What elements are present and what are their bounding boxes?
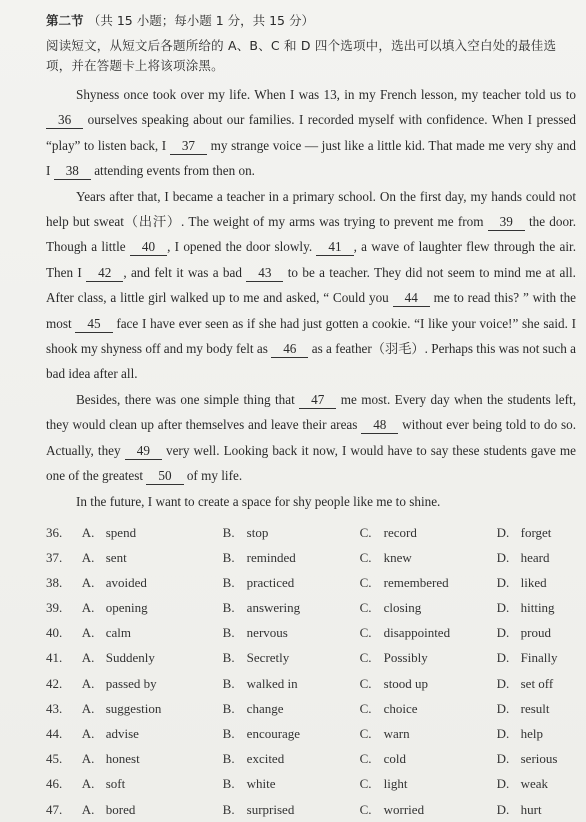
option-d [497,650,576,666]
option-letter: B. [222,600,235,616]
passage-text: of my life. [186,468,243,484]
option-text: reminded [246,549,296,565]
blank-43: 43 [246,265,283,282]
option-letter: D. [496,801,510,817]
option-d [497,701,576,717]
question-row [46,621,576,646]
blank-38: 38 [54,163,91,180]
option-letter: B. [222,751,235,767]
option-letter: B. [222,776,235,792]
option-letter: B. [222,801,235,817]
option-letter: B. [222,625,235,641]
option-letter: A. [81,625,95,641]
option-letter: C. [359,700,372,716]
option-c [360,525,497,541]
option-letter: C. [359,524,372,540]
blank-45: 45 [75,316,112,333]
option-text: forget [520,524,552,540]
option-text: change [246,700,284,716]
option-text: weak [520,776,549,792]
option-letter: A. [81,524,95,540]
option-letter: D. [496,524,510,540]
question-row [46,721,576,746]
option-d [497,525,576,541]
question-number: 39. [46,600,63,616]
option-text: knew [383,549,412,565]
passage-text: , a wave of laughter flew through the air. Then I [46,239,577,280]
option-text: calm [105,625,131,641]
blank-39: 39 [488,214,525,231]
question-row [46,595,576,620]
passage-text: as a feather（羽毛）. Perhaps this was not such a bad idea after all. [46,341,577,382]
question-row [46,772,576,797]
option-letter: A. [81,776,95,792]
passage-text: , and felt it was a bad [123,264,242,280]
question-number: 38. [46,574,63,590]
option-c [360,676,497,692]
option-d [497,776,576,792]
option-text: closing [383,600,422,616]
passage-text: ourselves speaking about our families. I recorded myself with confidence. When I pressed “play” to listen back, I [46,112,576,153]
option-b [223,776,360,792]
option-b [223,802,360,818]
question-row [46,520,576,545]
option-letter: C. [359,650,372,666]
question-number: 45. [46,751,63,767]
option-letter: B. [222,650,235,666]
option-a [82,726,223,742]
option-a [82,600,223,616]
option-letter: D. [496,549,510,565]
question-number: 46. [46,776,63,792]
option-text: liked [520,574,547,590]
passage-paragraph-3 [46,387,576,489]
option-b [223,525,360,541]
option-text: bored [105,801,136,817]
option-text: encourage [246,726,301,741]
question-row [46,671,576,696]
option-text: serious [520,751,558,767]
option-c [360,802,497,818]
option-text: disappointed [383,625,451,641]
question-row [46,747,576,772]
option-letter: A. [81,549,95,565]
blank-42: 42 [86,265,123,282]
option-letter: C. [359,726,372,741]
question-number: 41. [46,650,63,666]
passage-text: face I have ever seen as if she had just gotten a cookie. “I like your voice!” she said. I shook my shyness off and my body felt as [46,315,576,357]
option-a [82,650,223,666]
option-a [82,701,223,717]
question-number: 42. [46,675,63,691]
blank-36: 36 [46,112,83,129]
option-a [82,550,223,566]
option-text: excited [246,751,285,767]
blank-48: 48 [361,417,398,434]
option-letter: C. [359,675,372,691]
passage-paragraph-2 [46,184,576,387]
option-d [497,575,576,591]
option-letter: B. [222,726,235,741]
option-c [360,550,497,566]
option-text: opening [105,600,148,616]
option-text: white [246,776,276,792]
passage-text: to be a teacher. They did not seem to mind me at all. After class, a little girl walked up to me and asked, “ Could you [46,264,576,306]
section-heading [46,12,576,30]
option-letter: B. [222,524,235,540]
option-text: surprised [246,801,295,817]
option-c [360,726,497,742]
passage-text: Shyness once took over my life. When I was 13, in my French lesson, my teacher told us to [76,87,576,102]
passage-text: Besides, there was one simple thing that [76,391,295,407]
option-letter: B. [222,700,235,716]
option-b [223,625,360,641]
option-letter: D. [496,600,510,616]
question-number: 47. [46,801,63,817]
blank-49: 49 [125,443,162,460]
passage-text: me most. Every day when the students left, they would clean up after themselves and leave their areas [46,391,577,433]
passage [46,82,576,514]
blank-40: 40 [130,239,167,256]
question-number: 40. [46,625,63,641]
question-row [46,797,576,822]
answer-options [46,520,576,822]
option-text: help [520,726,543,741]
option-b [223,701,360,717]
question-row [46,646,576,671]
passage-paragraph-4: In the future, I want to create a space for shy people like me to shine. [76,493,441,509]
option-c [360,600,497,616]
passage-text: the door. Though a little [46,214,577,255]
option-text: Finally [520,650,558,666]
option-letter: A. [81,600,95,616]
option-a [82,751,223,767]
option-a [82,525,223,541]
passage-text: my strange voice — just like a little kid. That made me very shy and I [46,137,577,179]
option-text: cold [383,751,407,767]
option-text: result [520,700,550,716]
option-text: light [383,776,408,792]
option-d [497,550,576,566]
option-letter: D. [496,650,510,666]
blank-46: 46 [271,341,308,358]
option-letter: C. [359,751,372,767]
passage-text: me to read this? ” with the most [46,290,577,331]
blank-50: 50 [146,468,183,485]
option-text: remembered [383,574,449,590]
option-letter: C. [359,549,372,565]
blank-37: 37 [170,138,207,155]
option-a [82,776,223,792]
option-text: soft [105,776,126,792]
option-letter: A. [81,726,95,741]
option-letter: A. [81,751,95,767]
option-c [360,625,497,641]
section-detail: （共 15 小题；每小题 1 分，共 15 分） [87,13,314,28]
passage-paragraph-1 [46,82,576,184]
option-b [223,550,360,566]
option-b [223,751,360,767]
option-b [223,726,360,742]
passage-text: without ever being told to do so. Actually, they [46,417,576,458]
option-letter: D. [496,751,510,767]
passage-text: Years after that, I became a teacher in a primary school. On the first day, my hands could not help but sweat（出汗）. The weight of my arms was trying to prevent me from [46,188,576,230]
option-b [223,600,360,616]
option-text: Suddenly [105,650,155,666]
option-d [497,802,576,818]
question-number: 43. [46,700,63,716]
option-letter: C. [359,574,372,590]
option-d [497,676,576,692]
option-letter: A. [81,574,95,590]
option-c [360,650,497,666]
option-b [223,575,360,591]
option-letter: B. [222,574,235,590]
option-text: passed by [105,675,157,691]
option-text: warn [383,726,410,741]
option-text: avoided [105,574,147,590]
option-text: spend [105,524,137,540]
option-c [360,751,497,767]
option-letter: A. [81,801,95,817]
option-text: choice [383,700,418,716]
question-number: 37. [46,549,63,565]
option-text: record [383,524,417,540]
option-text: advise [105,726,139,741]
option-letter: C. [359,625,372,641]
option-text: proud [520,625,551,641]
passage-text: , I opened the door slowly. [167,239,313,255]
section-title: 第二节 [46,13,84,28]
option-c [360,776,497,792]
blank-47: 47 [299,392,336,409]
option-text: Secretly [246,650,290,666]
option-c [360,701,497,717]
option-text: worried [383,801,425,817]
option-letter: A. [81,675,95,691]
option-d [497,726,576,742]
option-text: sent [105,549,127,565]
question-number: 36. [46,524,63,540]
option-text: hurt [520,801,542,817]
passage-text: very well. Looking back it now, I would have to say these students gave me one of the greatest [46,442,576,484]
option-c [360,575,497,591]
option-letter: B. [222,675,235,691]
option-b [223,676,360,692]
passage-text: attending events from then on. [94,163,255,179]
option-text: stood up [383,675,429,691]
option-letter: D. [496,675,510,691]
option-a [82,802,223,818]
option-letter: D. [496,700,510,716]
option-b [223,650,360,666]
option-text: suggestion [105,700,162,716]
question-number: 44. [46,726,63,741]
question-row [46,696,576,721]
option-a [82,625,223,641]
question-row [46,570,576,595]
option-letter: C. [359,600,372,616]
option-text: honest [105,751,140,767]
option-letter: A. [81,700,95,716]
option-letter: A. [81,650,95,666]
option-text: set off [520,675,554,691]
option-text: practiced [246,574,295,590]
option-letter: D. [496,574,510,590]
option-text: nervous [246,625,288,641]
option-d [497,600,576,616]
option-d [497,625,576,641]
blank-44: 44 [393,290,430,307]
option-letter: D. [496,726,510,741]
option-a [82,575,223,591]
option-letter: C. [359,776,372,792]
question-row [46,545,576,570]
option-text: Possibly [383,650,428,666]
option-text: answering [246,600,301,616]
option-text: stop [246,524,269,540]
option-letter: D. [496,776,510,792]
option-d [497,751,576,767]
option-letter: D. [496,625,510,641]
option-a [82,676,223,692]
section-instructions: 阅读短文，从短文后各题所给的 A、B、C 和 D 四个选项中，选出可以填入空白处的最佳选项，并在答题卡上将该项涂黑。 [46,38,557,73]
option-text: hitting [520,600,555,616]
option-text: heard [520,549,550,565]
option-letter: B. [222,549,235,565]
option-letter: C. [359,801,372,817]
option-text: walked in [246,675,298,691]
blank-41: 41 [316,239,353,256]
